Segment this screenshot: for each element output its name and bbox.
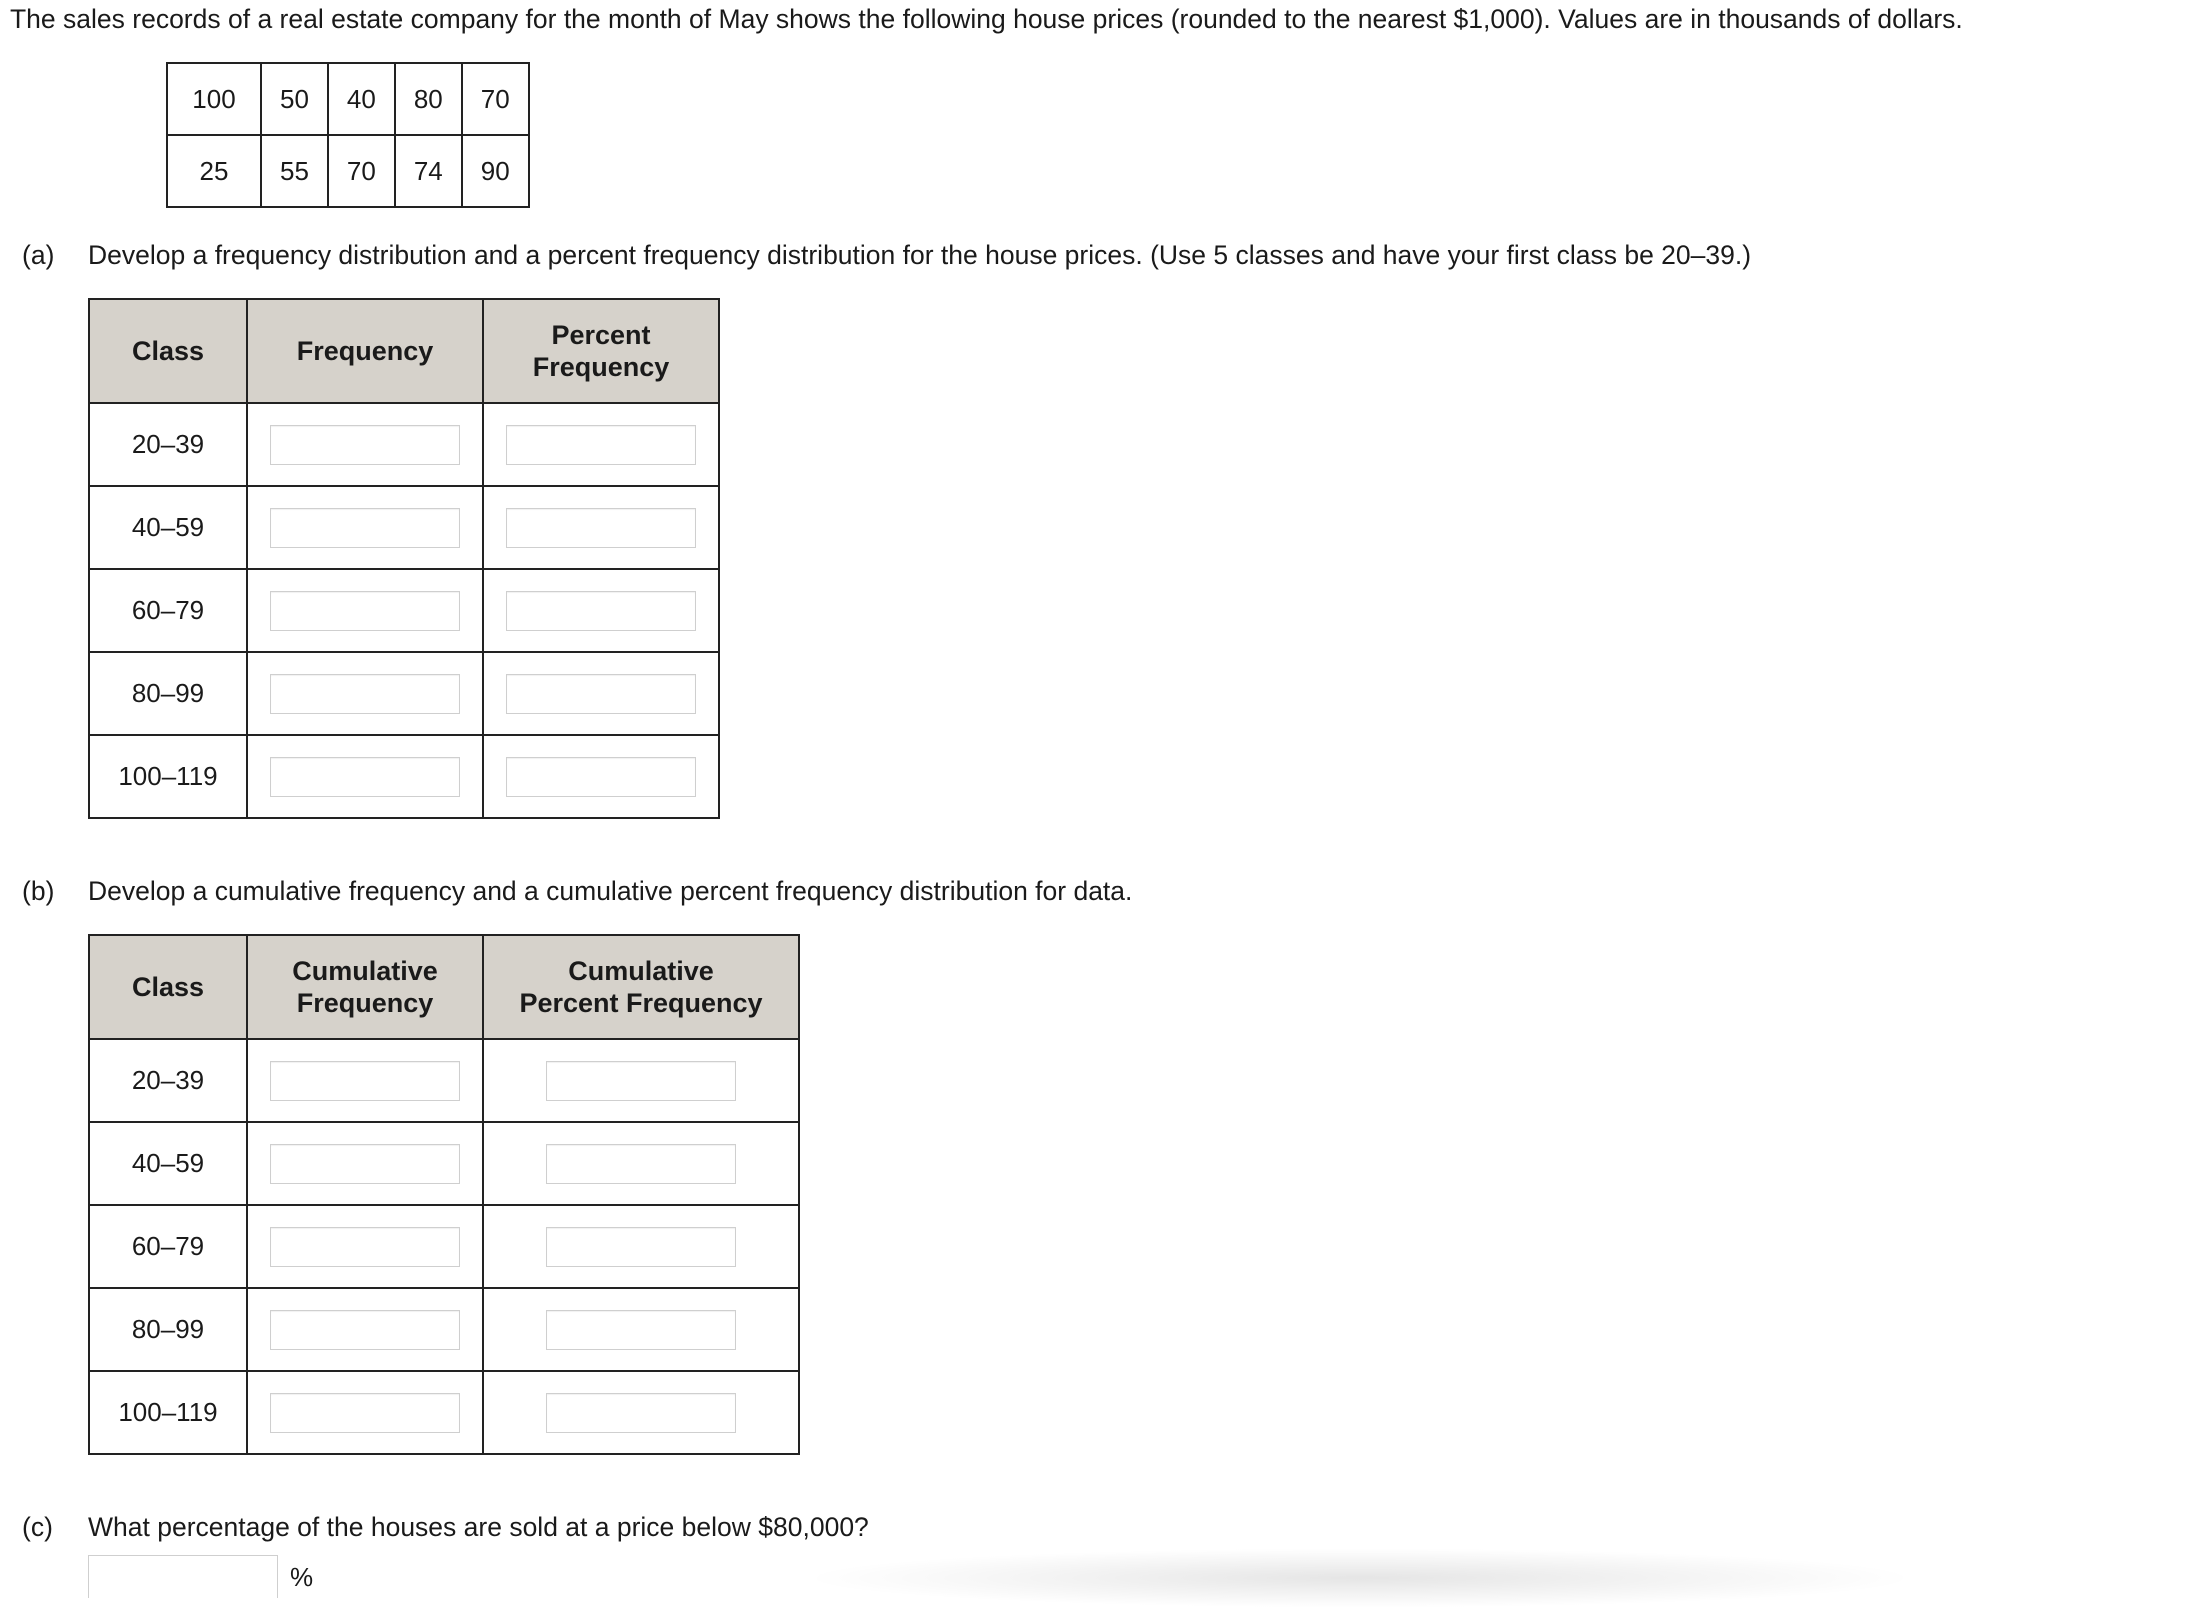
input-cell	[247, 1122, 483, 1205]
price-cell: 90	[462, 135, 529, 207]
input-cell	[247, 403, 483, 486]
class-header: Class	[89, 299, 247, 403]
price-row	[167, 135, 529, 207]
header-line: Percent Frequency	[519, 988, 763, 1018]
percent-frequency-input[interactable]	[506, 757, 696, 797]
cumulative-percent-header	[483, 935, 799, 1039]
price-cell: 50	[261, 63, 328, 135]
frequency-table	[88, 298, 720, 819]
percentage-answer-input[interactable]	[88, 1555, 278, 1598]
input-cell	[247, 652, 483, 735]
table-row	[89, 1205, 799, 1288]
input-cell	[247, 1205, 483, 1288]
class-cell: 60–79	[89, 1205, 247, 1288]
input-cell	[483, 486, 719, 569]
cumulative-percent-input[interactable]	[546, 1144, 736, 1184]
problem-intro: The sales records of a real estate company for the month of May shows the following house prices (rounded to the nearest $1,000). Values are in thousands of dollars.	[10, 4, 1963, 34]
frequency-input[interactable]	[270, 591, 460, 631]
class-header: Class	[89, 935, 247, 1039]
input-cell	[247, 569, 483, 652]
price-cell: 55	[261, 135, 328, 207]
table-row	[89, 569, 719, 652]
price-cell: 80	[395, 63, 462, 135]
input-cell	[483, 1205, 799, 1288]
table-row	[89, 1039, 799, 1122]
header-line: Percent	[551, 320, 651, 350]
table-row	[89, 403, 719, 486]
cumulative-percent-input[interactable]	[546, 1310, 736, 1350]
price-cell: 70	[462, 63, 529, 135]
input-cell	[483, 735, 719, 818]
header-line: Frequency	[296, 988, 434, 1018]
cumulative-frequency-input[interactable]	[270, 1393, 460, 1433]
class-cell: 100–119	[89, 1371, 247, 1454]
header-line: Cumulative	[292, 956, 438, 986]
part-c-question	[22, 1512, 869, 1543]
percent-frequency-input[interactable]	[506, 425, 696, 465]
cumulative-percent-input[interactable]	[546, 1393, 736, 1433]
part-a-text: Develop a frequency distribution and a percent frequency distribution for the house prices. (Use 5 classes and have your first class be 20–39.)	[88, 240, 1752, 270]
part-c-text: What percentage of the houses are sold at a price below $80,000?	[88, 1512, 869, 1542]
price-cell: 25	[167, 135, 261, 207]
cumulative-frequency-header	[247, 935, 483, 1039]
table-row	[89, 1122, 799, 1205]
cumulative-percent-input[interactable]	[546, 1227, 736, 1267]
input-cell	[483, 1039, 799, 1122]
class-cell: 20–39	[89, 403, 247, 486]
percent-frequency-input[interactable]	[506, 508, 696, 548]
price-cell: 74	[395, 135, 462, 207]
table-row	[89, 1288, 799, 1371]
cumulative-percent-input[interactable]	[546, 1061, 736, 1101]
input-cell	[247, 1039, 483, 1122]
percent-frequency-input[interactable]	[506, 591, 696, 631]
part-b-letter: (b)	[22, 876, 55, 906]
cumulative-frequency-input[interactable]	[270, 1227, 460, 1267]
percent-frequency-header	[483, 299, 719, 403]
bottom-shadow	[800, 1548, 1920, 1608]
input-cell	[247, 1371, 483, 1454]
price-data-table	[166, 62, 530, 208]
frequency-input[interactable]	[270, 425, 460, 465]
input-cell	[483, 1371, 799, 1454]
input-cell	[483, 403, 719, 486]
header-row	[89, 299, 719, 403]
input-cell	[483, 1288, 799, 1371]
input-cell	[247, 735, 483, 818]
frequency-input[interactable]	[270, 508, 460, 548]
header-line: Frequency	[532, 352, 670, 382]
class-cell: 60–79	[89, 569, 247, 652]
class-cell: 40–59	[89, 1122, 247, 1205]
percent-frequency-input[interactable]	[506, 674, 696, 714]
class-cell: 80–99	[89, 1288, 247, 1371]
table-row	[89, 735, 719, 818]
price-cell: 100	[167, 63, 261, 135]
percent-unit: %	[290, 1562, 314, 1592]
cumulative-frequency-input[interactable]	[270, 1310, 460, 1350]
header-row	[89, 935, 799, 1039]
table-row	[89, 652, 719, 735]
part-b-text: Develop a cumulative frequency and a cumulative percent frequency distribution for data.	[88, 876, 1133, 906]
cumulative-frequency-input[interactable]	[270, 1144, 460, 1184]
header-line: Cumulative	[568, 956, 714, 986]
price-row	[167, 63, 529, 135]
price-cell: 40	[328, 63, 395, 135]
part-a-letter: (a)	[22, 240, 55, 270]
cumulative-frequency-input[interactable]	[270, 1061, 460, 1101]
part-c-letter: (c)	[22, 1512, 53, 1542]
table-row	[89, 486, 719, 569]
class-cell: 100–119	[89, 735, 247, 818]
class-cell: 80–99	[89, 652, 247, 735]
frequency-input[interactable]	[270, 757, 460, 797]
class-cell: 40–59	[89, 486, 247, 569]
input-cell	[247, 1288, 483, 1371]
input-cell	[483, 652, 719, 735]
frequency-input[interactable]	[270, 674, 460, 714]
cumulative-table	[88, 934, 800, 1455]
frequency-header: Frequency	[247, 299, 483, 403]
input-cell	[483, 1122, 799, 1205]
part-a-question	[22, 240, 1751, 271]
input-cell	[247, 486, 483, 569]
input-cell	[483, 569, 719, 652]
price-cell: 70	[328, 135, 395, 207]
class-cell: 20–39	[89, 1039, 247, 1122]
table-row	[89, 1371, 799, 1454]
part-b-question	[22, 876, 1132, 907]
